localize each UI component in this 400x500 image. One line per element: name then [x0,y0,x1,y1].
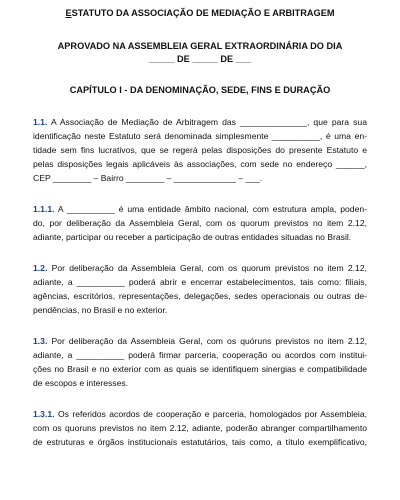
clause-text-line: agências, escritórios, representações, delegações, sedes operacionais ou outras de- [33,291,367,301]
clause-text-line: A Associação de Mediação de Arbitragem das ______________, que para sua [47,117,367,127]
clause-text-line: adiante, participar ou receber a participação de outras entidades situadas no Brasil. [33,232,352,242]
approval-heading [33,40,367,66]
clause [33,202,367,244]
clause-number: 1.1. [33,117,48,127]
clause-text-line: adiante, a __________ poderá firmar parceria, cooperação ou acordos com institui- [33,350,367,360]
chapter-heading: CAPÍTULO I - DA DENOMINAÇÃO, SEDE, FINS E DURAÇÃO [69,85,331,95]
document-title [33,7,367,19]
clause [33,115,367,185]
clause-text-line: identificação neste Estatuto será denominada simplesmente __________, é uma en- [33,131,367,141]
clause-text-line: de estruturas e órgãos institucionais estatutários, tais como, a título exemplificativo, [33,437,367,447]
clause-text-line: do, por deliberação da Assembleia Geral, com os quorum previstos no item 2.12, [33,218,367,228]
clause-text-line: de escopos e interesses. [33,378,129,388]
clause-number: 1.3.1. [33,409,55,419]
approval-heading-line-2: _____ DE _____ DE ___ [148,54,252,64]
clause-text-line: pendências, no Brasil e no exterior. [33,305,168,315]
document-title-initial: E [65,8,72,18]
clause-text-line: CEP ________ – Bairro ________ – _____________ – ___. [33,173,263,183]
clause [33,407,367,449]
clause-number: 1.3. [33,336,48,346]
clause [33,334,367,390]
clause-text-line: com os quoruns previstos no item 2.12, adiante, poderão abranger compartilhamento [33,423,367,433]
clause [33,261,367,317]
document-title-rest: STATUTO DA ASSOCIAÇÃO DE MEDIAÇÃO E ARBITRAGEM [71,8,335,18]
clause-number: 1.2. [33,263,48,273]
clause-text-line: A __________ é uma entidade âmbito nacional, com estrutura ampla, poden- [54,204,367,214]
approval-heading-line-1: APROVADO NA ASSEMBLEIA GERAL EXTRAORDINÁRIA DO DIA [57,41,343,51]
clause-text-line: Por deliberação da Assembleia Geral, com os quorum previstos no item 2.12, [47,263,367,273]
clause-text-line: Os referidos acordos de cooperação e parceria, homologados por Assembleia, [54,409,367,419]
clause-text-line: pelas disposições legais aplicáveis às associações, com sede no endereço ______, [33,159,367,169]
clause-number: 1.1.1. [33,204,55,214]
clause-text-line: tidade sem fins lucrativos, que se regerá pelas disposições do presente Estatuto e [33,145,367,155]
clause-text-line: Por deliberação da Assembleia Geral, com os quóruns previstos no item 2.12, [47,336,367,346]
clause-text-line: adiante, a __________ poderá abrir e encerrar estabelecimentos, tais como: filiais, [33,277,367,287]
clause-text-line: ções no Brasil e no exterior com as quais se identifiquem sinergias e compatibilidade [33,364,367,374]
